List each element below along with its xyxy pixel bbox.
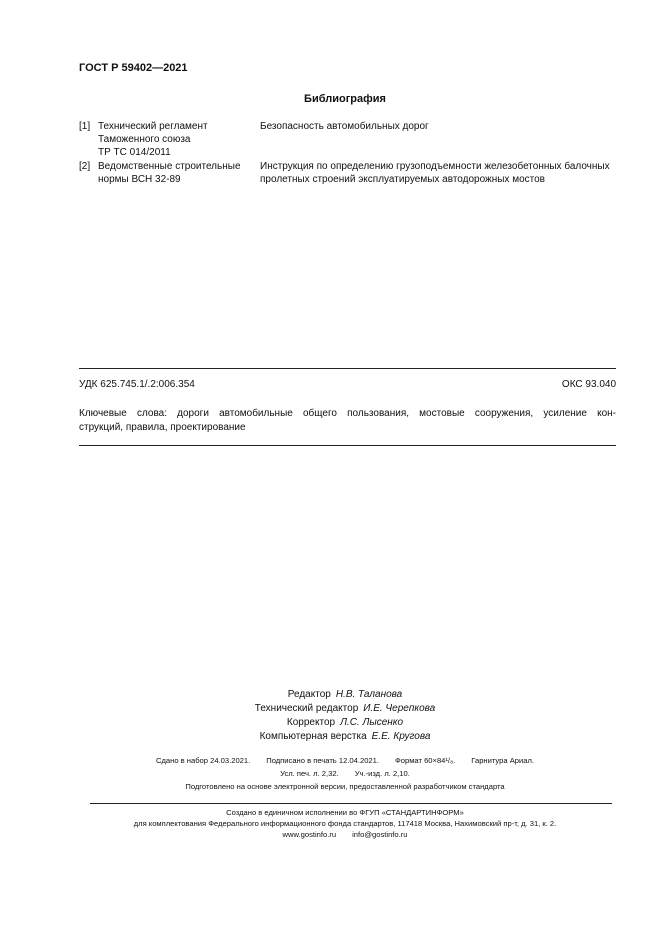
typeface: Гарнитура Ариал. <box>471 756 534 765</box>
bib-entry-2-num: [2] <box>79 161 91 172</box>
print-sheets: Усл. печ. л. 2,32. <box>280 769 339 778</box>
credit-proofreader <box>0 716 661 730</box>
submitted-date: Сдано в набор 24.03.2021. <box>155 756 251 765</box>
source-line: Технический регламент <box>98 121 208 132</box>
signed-date: Подписано в печать 12.04.2021. <box>266 756 379 765</box>
credit-layout <box>0 730 661 744</box>
bib-entry-1-source <box>98 120 208 159</box>
bib-entry-1-num: [1] <box>79 121 91 132</box>
format: Формат 60×84¹/₈. <box>394 756 456 765</box>
credit-role: Редактор <box>287 689 331 700</box>
imprint-line-1 <box>0 754 661 767</box>
source-line: ТР ТС 014/2011 <box>98 147 171 158</box>
publisher-line-2: для комплектования Федерального информационного фонда стандартов, 117418 Москва, Нахимовский пр-т, д. 31, к. 2. <box>133 819 557 828</box>
keywords-line-1: Ключевые слова: дороги автомобильные общего пользования, мостовые сооружения, усиление кон- <box>79 408 616 419</box>
publisher-line-1: Создано в единичном исполнении во ФГУП «СТАНДАРТИНФОРМ» <box>226 808 464 817</box>
credit-role: Корректор <box>286 717 336 728</box>
credit-role: Технический редактор <box>254 703 359 714</box>
source-line: Таможенного союза <box>98 134 191 145</box>
imprint-line-2 <box>0 767 661 780</box>
source-line: нормы ВСН 32-89 <box>98 174 181 185</box>
keywords-line-2: струкций, правила, проектирование <box>79 422 246 433</box>
credit-name: Е.Е. Кругова <box>371 731 431 742</box>
credit-name: Н.В. Таланова <box>335 689 403 700</box>
oks-code: ОКС 93.040 <box>561 379 616 390</box>
credit-tech-editor <box>0 702 661 716</box>
udk-code: УДК 625.745.1/.2:006.354 <box>79 379 195 390</box>
title-line: пролетных строений эксплуатируемых автодорожных мостов <box>260 174 545 185</box>
imprint-prepared: Подготовлено на основе электронной версии, предоставленной разработчиком стандарта <box>185 782 505 791</box>
bib-entry-2-title <box>260 160 610 186</box>
source-line: Ведомственные строительные <box>98 161 241 172</box>
divider <box>79 368 616 369</box>
title-line: Инструкция по определению грузоподъемности железобетонных балочных <box>260 161 610 172</box>
credit-editor <box>0 688 661 702</box>
credit-name: Л.С. Лысенко <box>340 717 404 728</box>
credits <box>0 688 661 744</box>
bibliography-title: Библиография <box>304 93 386 105</box>
website-link[interactable]: www.gostinfo.ru <box>282 830 337 839</box>
bib-entry-2-source <box>98 160 241 186</box>
credit-name: И.Е. Черепкова <box>363 703 436 714</box>
divider <box>79 445 616 446</box>
bib-entry-1-title: Безопасность автомобильных дорог <box>260 121 429 132</box>
credit-role: Компьютерная верстка <box>259 731 367 742</box>
divider <box>90 803 612 804</box>
standard-number: ГОСТ Р 59402—2021 <box>79 62 188 74</box>
publisher-contacts <box>0 828 661 841</box>
email-link[interactable]: info@gostinfo.ru <box>352 830 408 839</box>
pub-sheets: Уч.-изд. л. 2,10. <box>354 769 410 778</box>
